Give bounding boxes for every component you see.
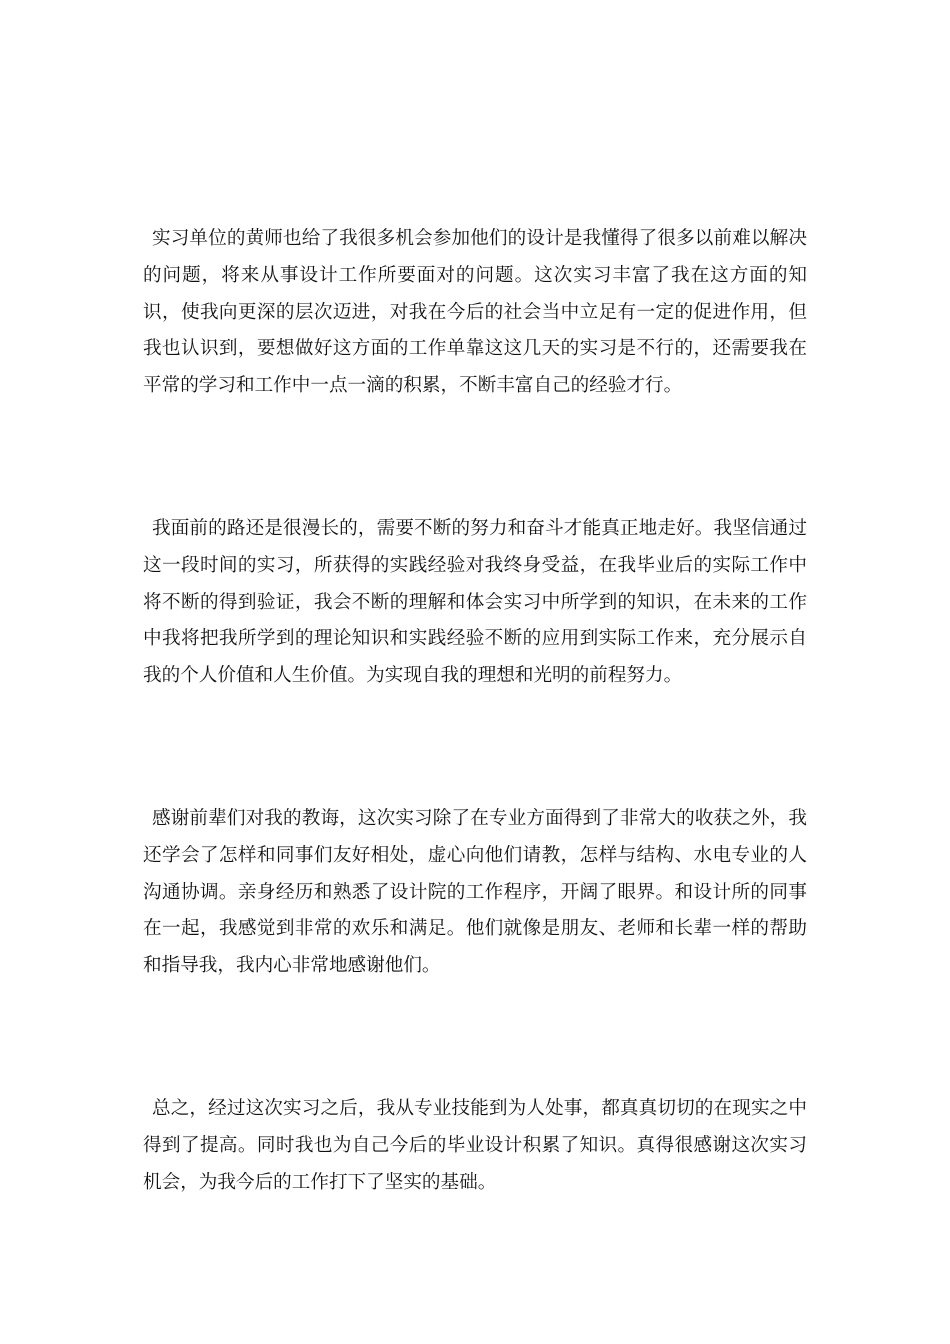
paragraph-internship-opportunities: 实习单位的黄师也给了我很多机会参加他们的设计是我懂得了很多以前难以解决的问题，将来从事设计工作所要面对的问题。这次实习丰富了我在这方面的知识，使我向更深的层次迈进，对我在今后的社会当中立足有一定的促进作用，但我也认识到，要想做好这方面的工作单靠这这几天的实习是不行的，还需要我在平常的学习和工作中一点一滴的积累，不断丰富自己的经验才行。 [143,228,807,397]
paragraph-conclusion: 总之，经过这次实习之后，我从专业技能到为人处事，都真真切切的在现实之中得到了提高。同时我也为自己今后的毕业设计积累了知识。真得很感谢这次实习机会，为我今后的工作打下了坚实的基础。 [143,1098,807,1193]
paragraph-gratitude: 感谢前辈们对我的教诲，这次实习除了在专业方面得到了非常大的收获之外，我还学会了怎样和同事们友好相处，虚心向他们请教，怎样与结构、水电专业的人沟通协调。亲身经历和熟悉了设计院的工作程序，开阔了眼界。和设计所的同事在一起，我感觉到非常的欢乐和满足。他们就像是朋友、老师和长辈一样的帮助和指导我，我内心非常地感谢他们。 [143,808,807,977]
paragraph-future-path: 我面前的路还是很漫长的，需要不断的努力和奋斗才能真正地走好。我坚信通过这一段时间的实习，所获得的实践经验对我终身受益，在我毕业后的实际工作中将不断的得到验证，我会不断的理解和体会实习中所学到的知识，在未来的工作中我将把我所学到的理论知识和实践经验不断的应用到实际工作来，充分展示自我的个人价值和人生价值。为实现自我的理想和光明的前程努力。 [143,518,807,687]
